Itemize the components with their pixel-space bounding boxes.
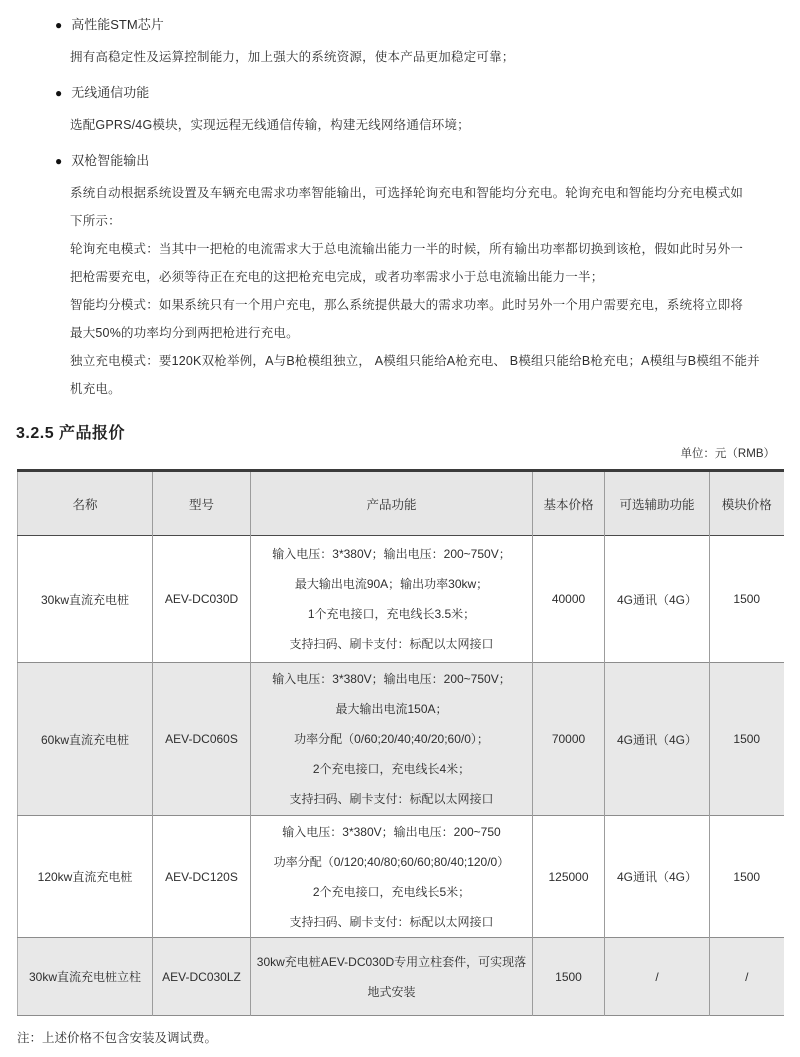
feature-line: 最大50%的功率均分到两把枪进行充电。 (70, 326, 299, 340)
cell-model: AEV-DC060S (153, 663, 251, 816)
function-line: 2个充电接口，充电线长4米； (312, 762, 471, 776)
feature-line: 选配GPRS/4G模块，实现远程无线通信传输，构建无线网络通信环境； (70, 118, 470, 132)
unit-label: 单位：元（RMB） (680, 448, 775, 460)
bullet-icon: ● (55, 154, 63, 168)
section-heading: 3.2.5 产品报价 (16, 425, 126, 442)
function-line: 2个充电接口，充电线长5米； (312, 884, 471, 899)
price-table (17, 469, 784, 1016)
cell-module-price: / (745, 969, 749, 984)
feature-title-text: 双枪智能输出 (71, 153, 150, 168)
feature-title-text: 无线通信功能 (71, 85, 150, 100)
feature-line: 把枪需要充电，必须等待正在充电的这把枪充电完成，或者功率需求小于总电流输出能力一半； (70, 270, 604, 284)
feature-line: 轮询充电模式：当其中一把枪的电流需求大于总电流输出能力一半的时候，所有输出功率都切换到该枪，假如此时另外一 (70, 242, 744, 256)
price-table-header (18, 471, 784, 536)
cell-model: AEV-DC030LZ (153, 938, 251, 1016)
feature-title (55, 83, 770, 103)
function-line: 功率分配（0/120;40/80;60/60;80/40;120/0） (273, 854, 510, 869)
header-optional-aux: 可选辅助功能 (605, 471, 710, 536)
cell-functions (251, 663, 533, 816)
cell-optional-aux: 4G通讯（4G） (605, 536, 710, 663)
header-functions: 产品功能 (251, 471, 533, 536)
feature-line: 拥有高稳定性及运算控制能力，加上强大的系统资源，使本产品更加稳定可靠； (70, 50, 515, 64)
cell-base-price: 40000 (533, 536, 605, 663)
cell-module-price: 1500 (733, 732, 761, 746)
function-line: 最大输出电流90A；输出功率30kw； (294, 577, 489, 591)
cell-functions (251, 536, 533, 663)
cell-base-price: 70000 (533, 663, 605, 816)
cell-optional-aux: / (605, 938, 710, 1016)
cell-functions (251, 816, 533, 938)
feature-body (70, 43, 770, 71)
header-model: 型号 (153, 471, 251, 536)
cell-model: AEV-DC120S (153, 816, 251, 938)
table-row (18, 816, 784, 938)
feature-line: 系统自动根据系统设置及车辆充电需求功率智能输出，可选择轮询充电和智能均分充电。轮询充电和智能均分充电模式如 (70, 186, 744, 200)
function-line: 输入电压：3*380V；输出电压：200~750 (282, 824, 501, 839)
cell-name: 30kw直流充电桩立柱 (18, 938, 153, 1016)
bullet-icon: ● (55, 18, 63, 32)
price-table-body (18, 536, 784, 1016)
feature-item (55, 151, 770, 403)
bullet-icon: ● (55, 86, 63, 100)
feature-title (55, 15, 770, 35)
cell-optional-aux: 4G通讯（4G） (605, 663, 710, 816)
cell-model: AEV-DC030D (153, 536, 251, 663)
cell-functions (251, 938, 533, 1016)
header-base-price: 基本价格 (533, 471, 605, 536)
header-row (18, 471, 784, 536)
feature-body (70, 111, 770, 139)
function-line: 功率分配（0/60;20/40;40/20;60/0）； (294, 732, 489, 746)
feature-line: 机充电。 (70, 382, 121, 396)
feature-item (55, 83, 770, 139)
header-name: 名称 (18, 471, 153, 536)
feature-line: 智能均分模式：如果系统只有一个用户充电，那么系统提供最大的需求功率。此时另外一个用户需要充电，系统将立即将 (70, 298, 744, 312)
cell-base-price: 125000 (533, 816, 605, 938)
cell-module-price: 1500 (733, 869, 761, 884)
function-line: 输入电压：3*380V；输出电压：200~750V； (272, 672, 511, 686)
function-line: 最大输出电流150A； (335, 702, 448, 716)
cell-name: 60kw直流充电桩 (18, 663, 153, 816)
function-line: 支持扫码、刷卡支付：标配以太网接口 (289, 914, 494, 929)
table-row (18, 663, 784, 816)
function-line: 输入电压：3*380V；输出电压：200~750V； (272, 547, 511, 561)
cell-module-price: 1500 (733, 592, 761, 606)
feature-list (55, 0, 770, 403)
cell-optional-aux: 4G通讯（4G） (605, 816, 710, 938)
feature-title-text: 高性能STM芯片 (71, 17, 164, 32)
cell-base-price: 1500 (533, 938, 605, 1016)
cell-name: 30kw直流充电桩 (18, 536, 153, 663)
header-module-price: 模块价格 (721, 497, 772, 512)
feature-body (70, 179, 770, 403)
function-line: 1个充电接口，充电线长3.5米； (307, 607, 476, 621)
feature-line: 独立充电模式：要120K双枪举例，A与B枪模组独立， A模组只能给A枪充电、 B模组只能给B枪充电；A模组与B模组不能并 (70, 354, 760, 368)
table-row (18, 938, 784, 1016)
function-line: 30kw充电桩AEV-DC030D专用立柱套件，可实现落地式安装 (256, 954, 527, 999)
footer-note: 注：上述价格不包含安装及调试费。 (17, 1031, 218, 1045)
function-line: 支持扫码、刷卡支付：标配以太网接口 (289, 637, 494, 651)
cell-name: 120kw直流充电桩 (18, 816, 153, 938)
function-line: 支持扫码、刷卡支付：标配以太网接口 (289, 792, 494, 806)
table-row (18, 536, 784, 663)
feature-title (55, 151, 770, 171)
feature-item (55, 15, 770, 71)
feature-line: 下所示： (70, 214, 121, 228)
